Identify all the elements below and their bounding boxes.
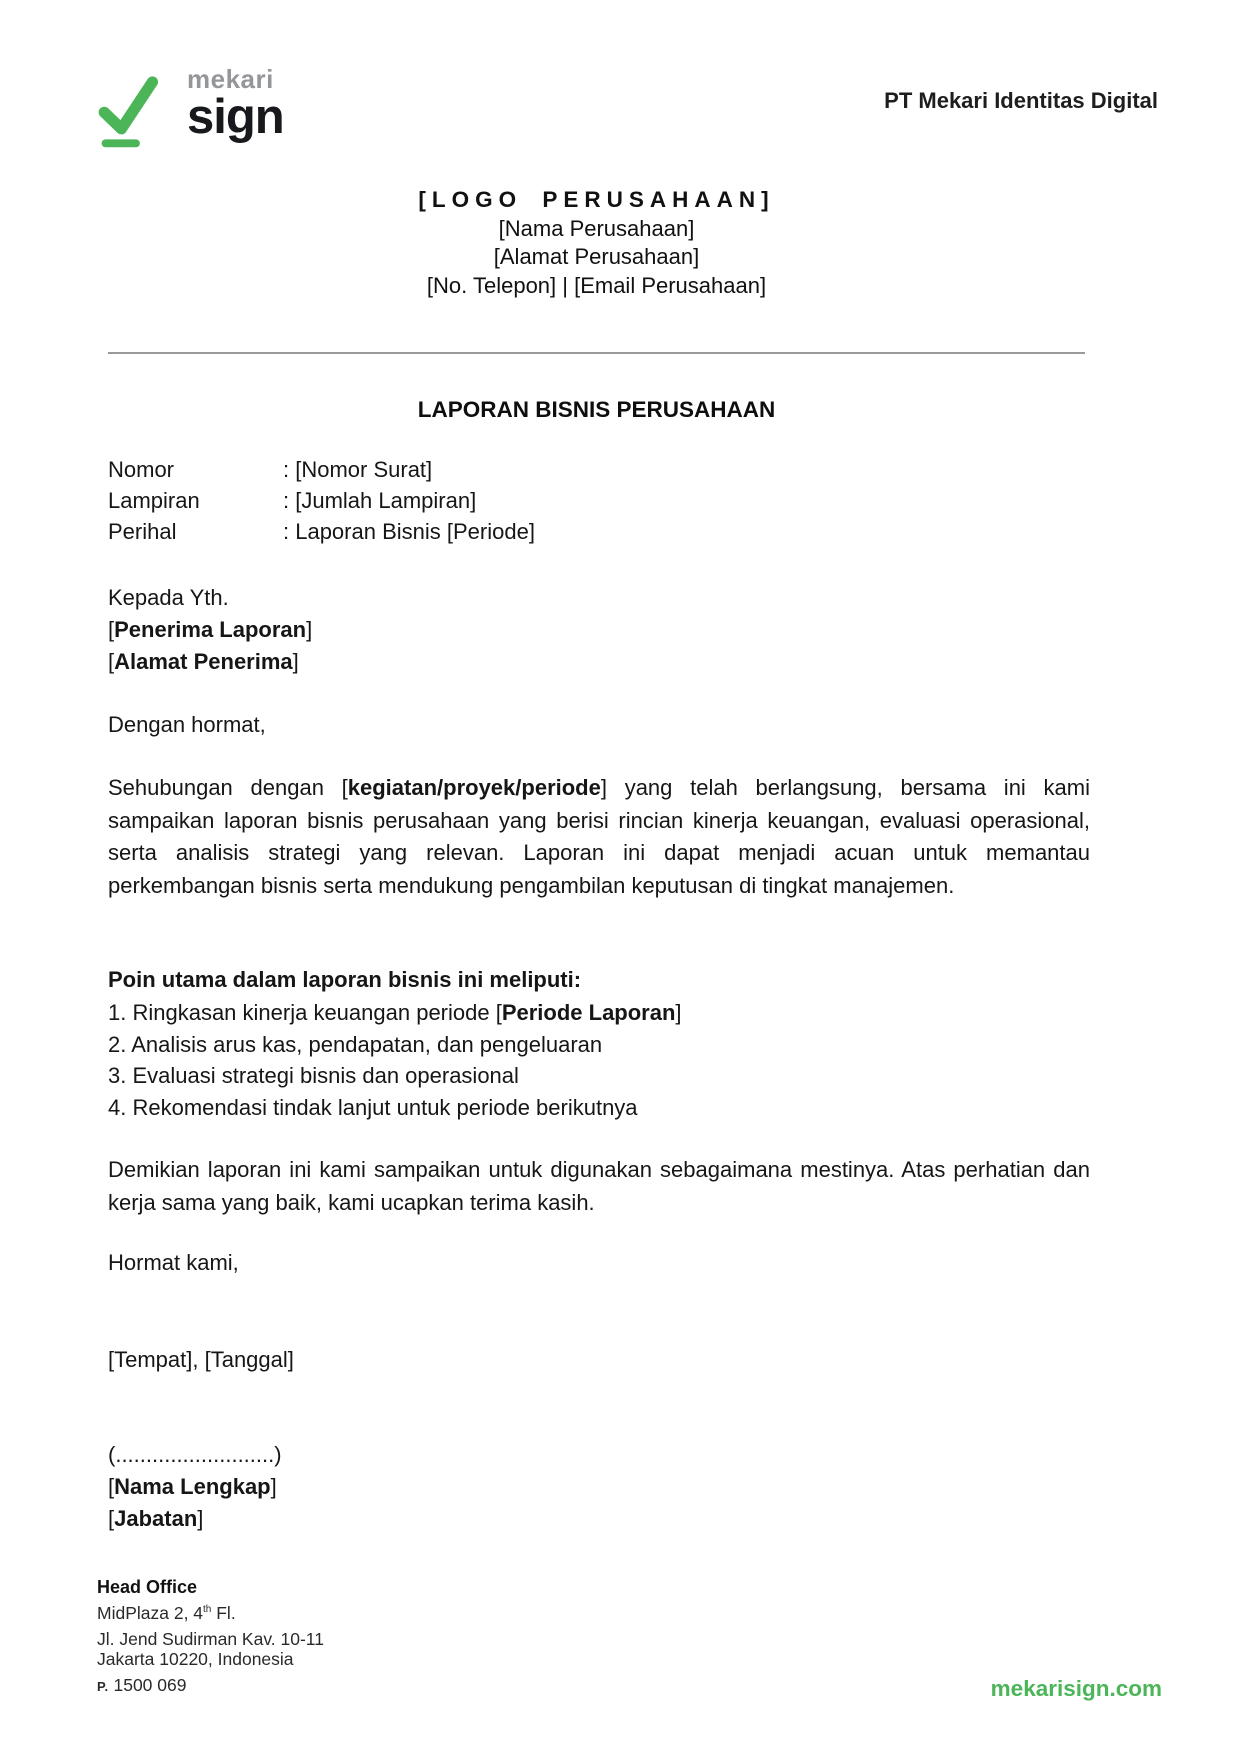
body-paragraph-2: Demikian laporan ini kami sampaikan untuk digunakan sebagaimana mestinya. Atas perhatian dan kerja sama yang baik, kami ucapkan terima kasih.: [108, 1157, 1090, 1215]
ordinal-superscript: th: [203, 1604, 212, 1616]
point-item-1: 1. Ringkasan kinerja keuangan periode [Periode Laporan]: [108, 1000, 682, 1025]
points-heading: Poin utama dalam laporan bisnis ini meliputi:: [108, 967, 582, 992]
footer-address-block: [97, 1574, 324, 1700]
letterhead: [108, 186, 1085, 300]
logo-word-mekari: mekari: [187, 64, 274, 94]
website-link[interactable]: mekarisign.com: [990, 1676, 1162, 1701]
point-item-3: 3. Evaluasi strategi bisnis dan operasional: [108, 1063, 519, 1088]
letterhead-company-address: [Alamat Perusahaan]: [493, 244, 700, 270]
logo-word-sign: sign: [187, 90, 284, 144]
footer-office-label: Head Office: [97, 1577, 198, 1597]
closing-regards: Hormat kami,: [108, 1250, 239, 1275]
meta-value-perihal: : Laporan Bisnis [Periode]: [283, 519, 535, 544]
recipient-name: [Penerima Laporan]: [108, 617, 313, 642]
footer-address-line-2: Jl. Jend Sudirman Kav. 10-11: [97, 1629, 324, 1646]
recipient-address: [Alamat Penerima]: [108, 649, 299, 674]
footer-address-line-1: MidPlaza 2, 4th Fl.: [97, 1603, 236, 1623]
mekari-sign-logo: [95, 66, 284, 151]
letterhead-divider: [108, 352, 1085, 354]
meta-value-nomor: : [Nomor Surat]: [283, 457, 433, 482]
signature-dots-line: (..........................): [108, 1442, 282, 1467]
logo-wordmark: [187, 64, 284, 144]
meta-value-lampiran: : [Jumlah Lampiran]: [283, 488, 477, 513]
signature-block: [108, 1439, 282, 1535]
letterhead-phone-email: [No. Telepon] | [Email Perusahaan]: [426, 272, 767, 298]
company-name: PT Mekari Identitas Digital: [884, 88, 1158, 113]
body-paragraph-1: Sehubungan dengan [kegiatan/proyek/periode] yang telah berlangsung, bersama ini kami sampaikan laporan bisnis perusahaan yang berisi rincian kinerja keuangan, evaluasi operasional, serta analisis strategi yang relevan. Laporan ini dapat menjadi acuan untuk memantau perkembangan bisnis serta mendukung pengambilan keputusan di tingkat manajemen.: [108, 775, 1090, 898]
letterhead-logo-placeholder: [LOGO PERUSAHAAN]: [418, 187, 775, 212]
signature-position: [Jabatan]: [108, 1506, 204, 1531]
letterhead-company-name: [Nama Perusahaan]: [498, 215, 695, 241]
footer-phone-number: 1500 069: [113, 1675, 187, 1695]
point-item-2: 2. Analisis arus kas, pendapatan, dan pengeluaran: [108, 1031, 603, 1057]
document-title: LAPORAN BISNIS PERUSAHAAN: [417, 397, 776, 422]
points-list: [108, 997, 1090, 1123]
closing-place-date: [Tempat], [Tanggal]: [108, 1347, 294, 1372]
recipient-salutation: Kepada Yth.: [108, 585, 229, 610]
point-item-4: 4. Rekomendasi tindak lanjut untuk periode berikutnya: [108, 1094, 638, 1120]
meta-row-lampiran: [108, 485, 535, 516]
footer-phone-prefix: P.: [97, 1679, 109, 1694]
meta-label-perihal: Perihal: [108, 519, 177, 544]
letter-meta: [108, 454, 535, 547]
meta-row-nomor: [108, 454, 535, 485]
recipient-block: [108, 582, 312, 678]
signature-name: [Nama Lengkap]: [108, 1474, 277, 1499]
meta-label-nomor: Nomor: [108, 457, 175, 482]
footer-address-line-3: Jakarta 10220, Indonesia: [97, 1649, 294, 1669]
footer-phone-line: [97, 1672, 324, 1700]
checkmark-icon: [95, 71, 161, 151]
meta-row-perihal: [108, 516, 535, 547]
meta-label-lampiran: Lampiran: [108, 488, 200, 513]
greeting: Dengan hormat,: [108, 712, 266, 737]
